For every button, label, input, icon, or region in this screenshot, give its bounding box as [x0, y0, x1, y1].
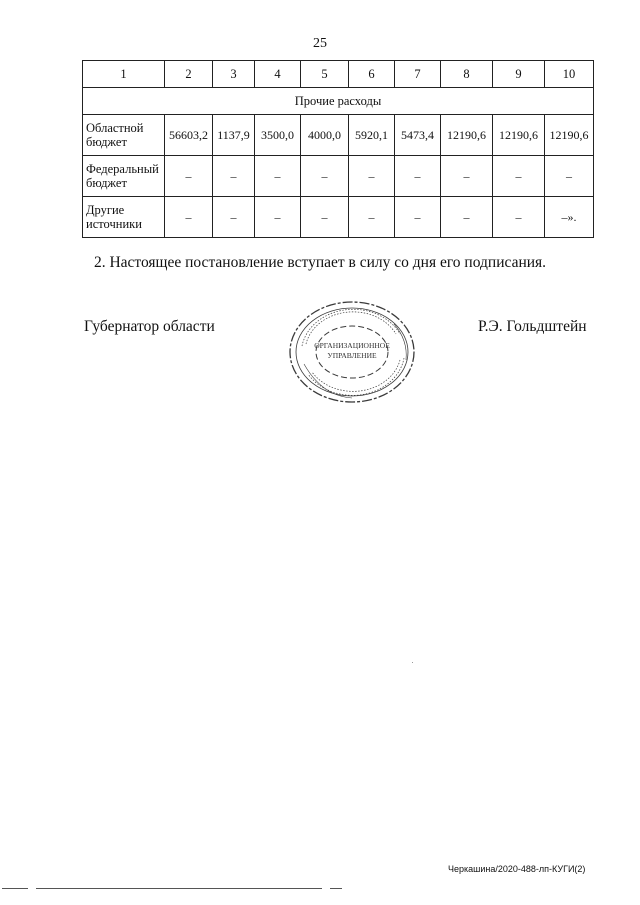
table-cell: –: [395, 197, 441, 238]
table-cell: 5473,4: [395, 115, 441, 156]
page-number: 25: [313, 36, 327, 51]
table-cell: –: [213, 156, 255, 197]
table-cell: –: [395, 156, 441, 197]
table-cell: –: [213, 197, 255, 238]
table-cell: –: [545, 156, 594, 197]
decree-paragraph: 2. Настоящее постановление вступает в силу со дня его подписания.: [93, 254, 547, 271]
table-row: [83, 156, 594, 197]
table-cell: –: [165, 156, 213, 197]
table-cell: 1137,9: [213, 115, 255, 156]
table-cell: –».: [545, 197, 594, 238]
seal-center-line: УПРАВЛЕНИЕ: [327, 351, 377, 360]
budget-table: [82, 60, 594, 238]
row-label: [83, 156, 165, 197]
column-header: 1: [83, 61, 165, 88]
table-row: [83, 115, 594, 156]
column-header: 3: [213, 61, 255, 88]
row-label-line: бюджет: [86, 135, 127, 149]
bottom-rule: [2, 888, 28, 889]
document-footer-code: Черкашина/2020-488-лп-КУГИ(2): [448, 864, 586, 874]
signatory-name: Р.Э. Гольдштейн: [478, 318, 587, 335]
table-cell: 12190,6: [441, 115, 493, 156]
table-row: [83, 197, 594, 238]
table-cell: 12190,6: [545, 115, 594, 156]
table-cell: 4000,0: [301, 115, 349, 156]
table-cell: 12190,6: [493, 115, 545, 156]
table-cell: 56603,2: [165, 115, 213, 156]
table-cell: –: [349, 156, 395, 197]
row-label: [83, 115, 165, 156]
column-header: 4: [255, 61, 301, 88]
table-cell: 5920,1: [349, 115, 395, 156]
table-cell: –: [255, 197, 301, 238]
table-cell: –: [493, 197, 545, 238]
row-label-line: источники: [86, 217, 142, 231]
signatory-title: Губернатор области: [84, 318, 215, 335]
column-header: 5: [301, 61, 349, 88]
column-header: 10: [545, 61, 594, 88]
row-label-line: бюджет: [86, 176, 127, 190]
table-cell: –: [301, 156, 349, 197]
table-section-row: [83, 88, 594, 115]
table-cell: –: [349, 197, 395, 238]
seal-center-line: ОРГАНИЗАЦИОННОЕ: [314, 341, 390, 350]
column-header: 8: [441, 61, 493, 88]
table-cell: –: [493, 156, 545, 197]
row-label: [83, 197, 165, 238]
bottom-rule: [330, 888, 342, 889]
section-title: Прочие расходы: [83, 88, 594, 115]
table-cell: –: [255, 156, 301, 197]
column-header: 9: [493, 61, 545, 88]
row-label-line: Федеральный: [86, 162, 159, 176]
column-header: 6: [349, 61, 395, 88]
seal-icon: [282, 294, 422, 410]
table-cell: –: [301, 197, 349, 238]
table-cell: –: [441, 197, 493, 238]
scan-speck: [412, 662, 413, 663]
table-cell: 3500,0: [255, 115, 301, 156]
row-label-line: Областной: [86, 121, 144, 135]
bottom-rule: [36, 888, 322, 889]
column-header: 7: [395, 61, 441, 88]
official-seal-stamp: [282, 294, 422, 410]
table-cell: –: [441, 156, 493, 197]
table-header-row: [83, 61, 594, 88]
column-header: 2: [165, 61, 213, 88]
table-cell: –: [165, 197, 213, 238]
row-label-line: Другие: [86, 203, 125, 217]
